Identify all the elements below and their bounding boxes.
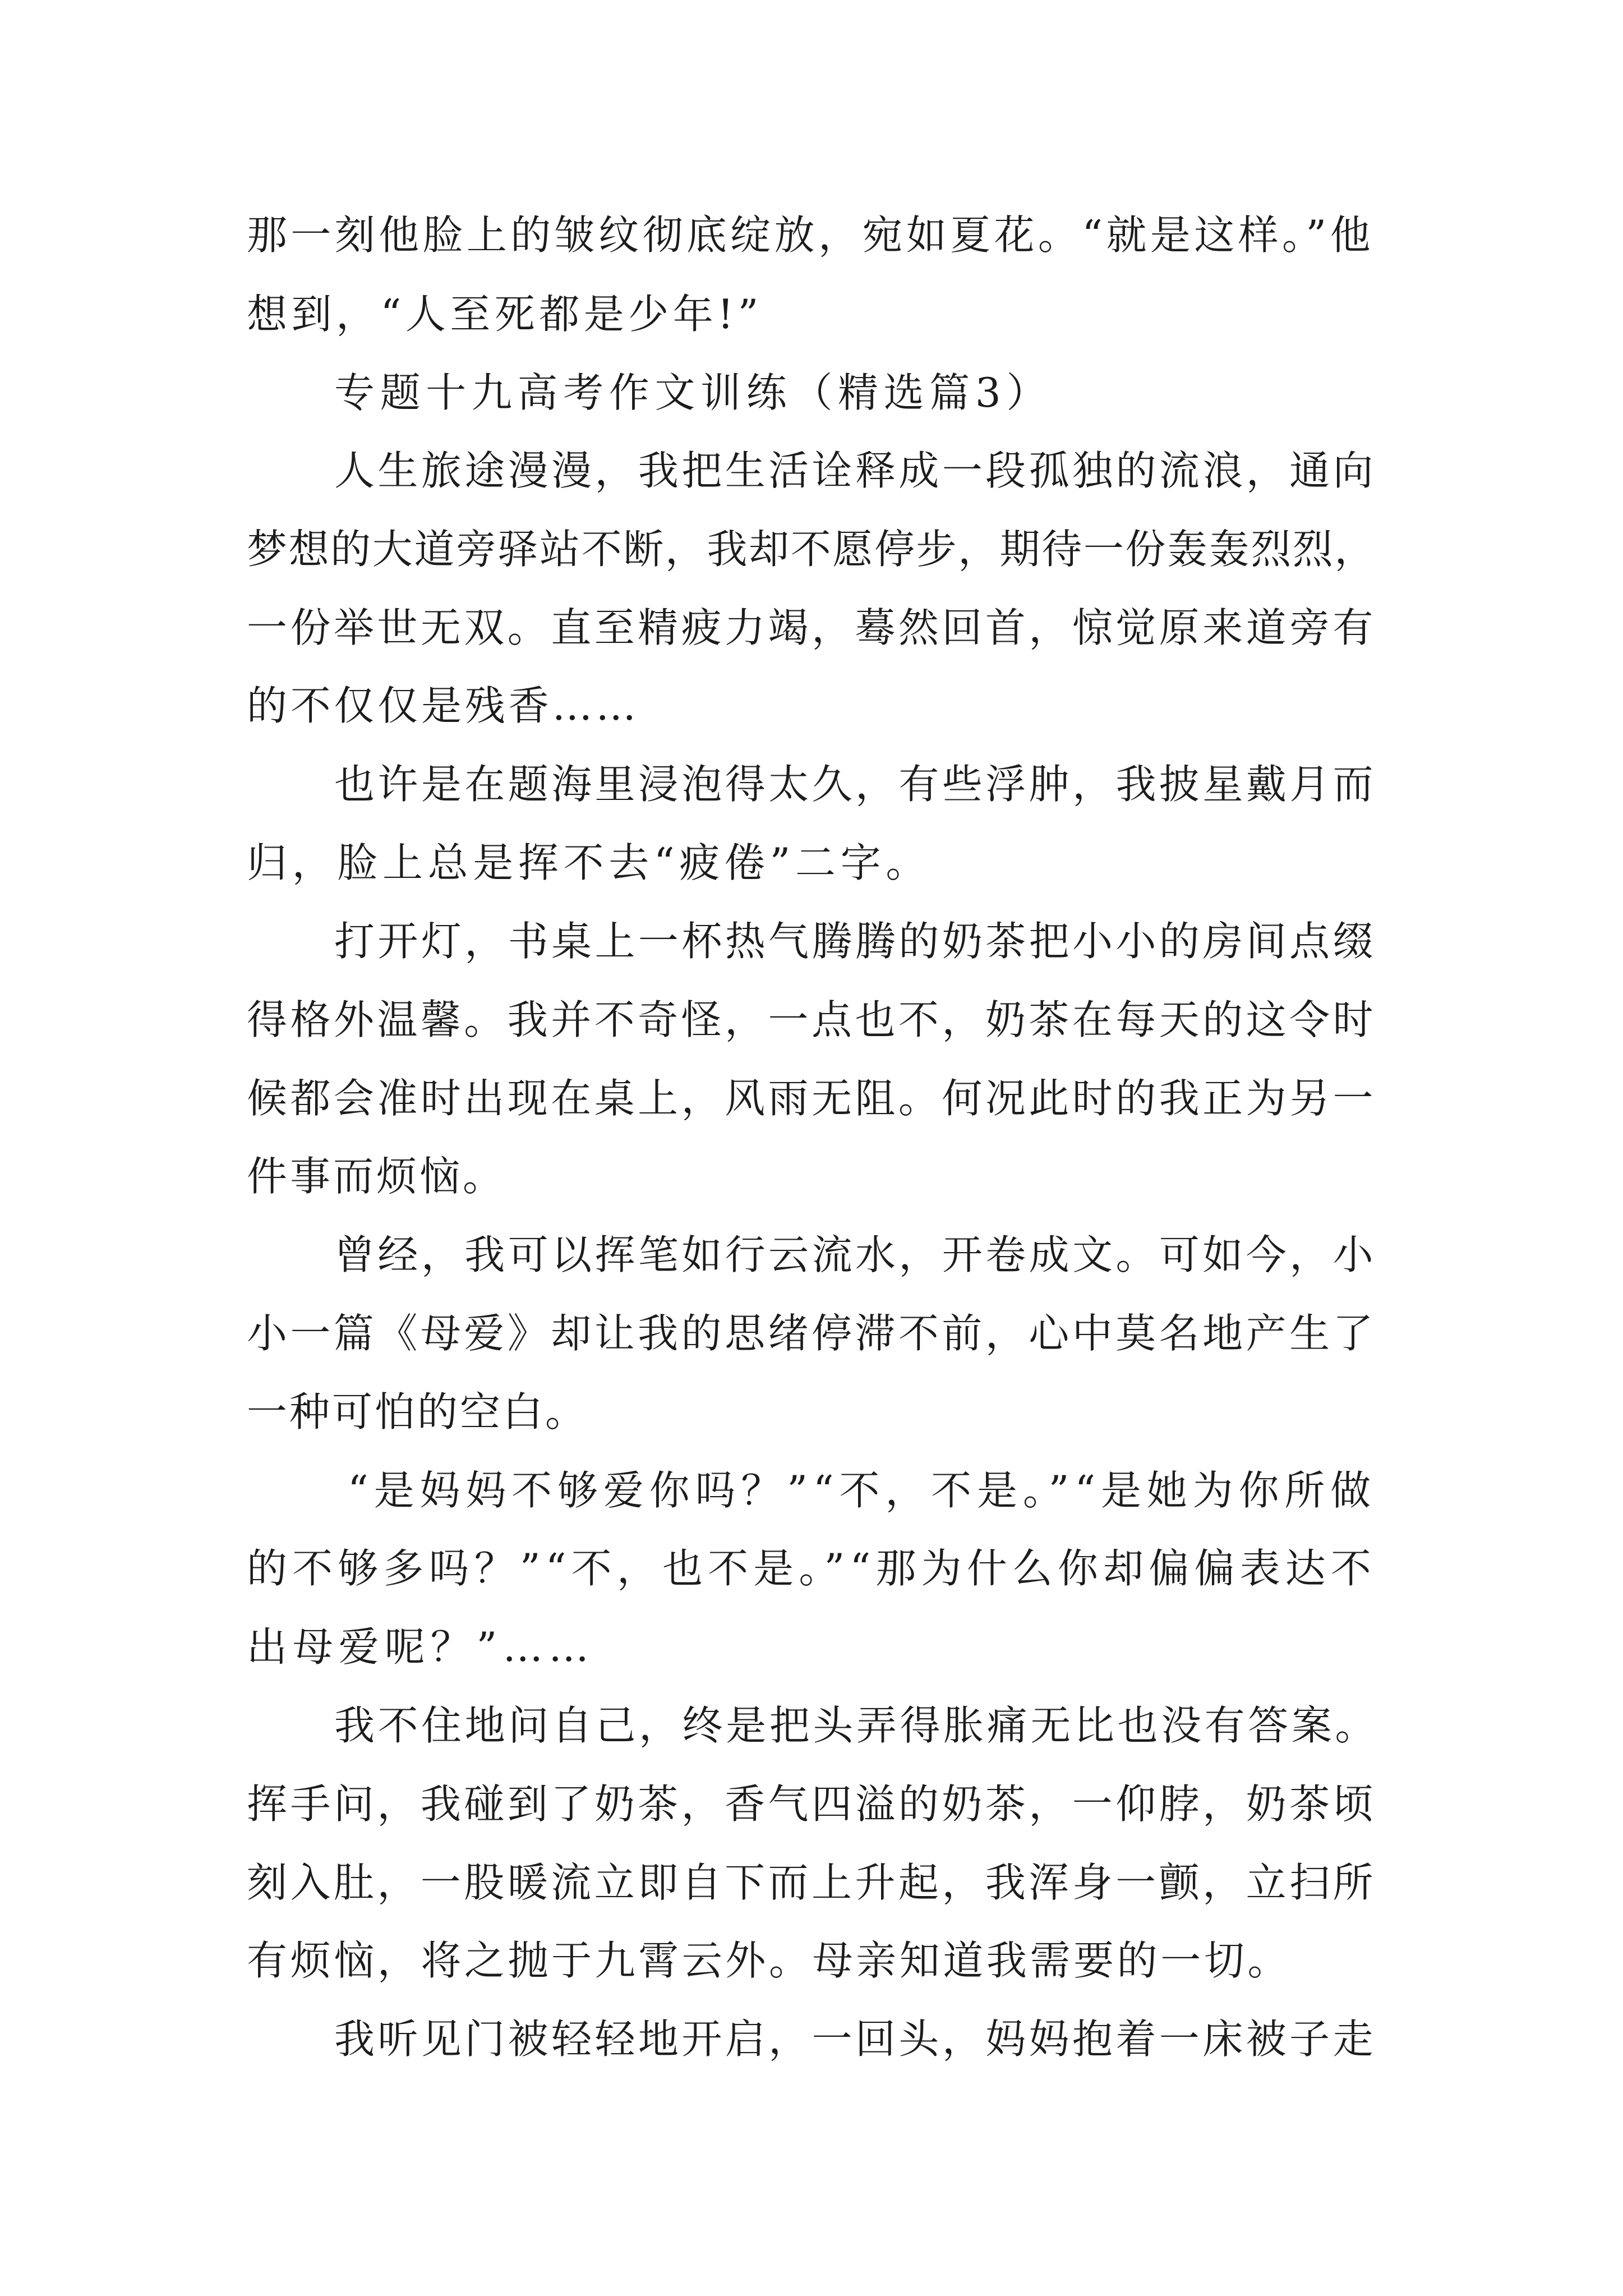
text-line-6: 一份举世无双。直至精疲力竭，蓦然回首，惊觉原来道旁有: [247, 604, 1376, 651]
text-line-18: 的不够多吗？”“不，也不是。”“那为什么你却偏偏表达不: [247, 1545, 1376, 1592]
text-line-11: 得格外温馨。我并不奇怪，一点也不，奶茶在每天的这令时: [247, 996, 1376, 1043]
text-line-13: 件事而烦恼。: [247, 1153, 506, 1200]
text-line-15: 小一篇《母爱》却让我的思绪停滞不前，心中莫名地产生了: [247, 1310, 1376, 1357]
text-line-14: 曾经，我可以挥笔如行云流水，开卷成文。可如今，小: [334, 1231, 1376, 1278]
text-line-19: 出母爱呢？”……: [247, 1623, 594, 1671]
text-line-23: 有烦恼，将之抛于九霄云外。母亲知道我需要的一切。: [247, 1937, 1291, 1984]
text-line-9: 归，脸上总是挥不去“疲倦”二字。: [247, 839, 931, 886]
text-line-24: 我听见门被轻轻地开启，一回头，妈妈抱着一床被子走: [334, 2016, 1376, 2063]
text-line-21: 挥手问，我碰到了奶茶，香气四溢的奶茶，一仰脖，奶茶顷: [247, 1780, 1376, 1828]
text-line-22: 刻入肚，一股暖流立即自下而上升起，我浑身一颤，立扫所: [247, 1859, 1376, 1906]
text-line-17: “是妈妈不够爱你吗？”“不，不是。”“是她为你所做: [348, 1467, 1376, 1514]
text-line-7: 的不仅仅是残香……: [247, 682, 639, 729]
section-heading: 专题十九高考作文训练（精选篇3）: [334, 369, 1052, 416]
text-line-8: 也许是在题海里浸泡得太久，有些浮肿，我披星戴月而: [334, 761, 1376, 808]
text-line-12: 候都会准时出现在桌上，风雨无阻。何况此时的我正为另一: [247, 1075, 1376, 1122]
text-line-1: 那一刻他脸上的皱纹彻底绽放，宛如夏花。“就是这样。”他: [247, 211, 1374, 259]
text-line-5: 梦想的大道旁驿站不断，我却不愿停步，期待一份轰轰烈烈，: [247, 526, 1376, 573]
text-line-4: 人生旅途漫漫，我把生活诠释成一段孤独的流浪，通向: [334, 447, 1376, 494]
text-line-16: 一种可怕的空白。: [247, 1388, 588, 1435]
text-line-10: 打开灯，书桌上一杯热气腾腾的奶茶把小小的房间点缀: [334, 918, 1376, 965]
text-line-2: 想到，“人至死都是少年!”: [247, 291, 763, 338]
text-line-20: 我不住地问自己，终是把头弄得胀痛无比也没有答案。: [334, 1702, 1378, 1749]
